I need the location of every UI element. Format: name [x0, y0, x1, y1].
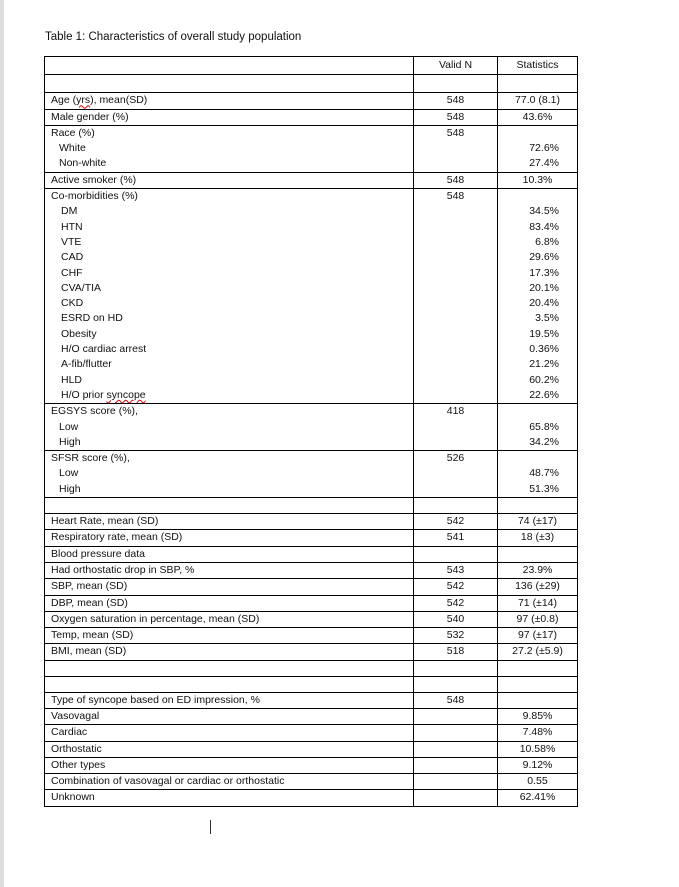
- sub-label: CVA/TIA: [61, 281, 102, 294]
- table-row: [45, 579, 578, 595]
- table-row: [45, 595, 578, 611]
- table-row-group: [45, 189, 578, 404]
- row-label: Heart Rate, mean (SD): [45, 514, 414, 530]
- row-valid-n: 532: [414, 628, 498, 644]
- sub-stat: 20.4%: [529, 297, 559, 310]
- row-stat: 9.85%: [498, 708, 578, 724]
- table-row: [45, 790, 578, 806]
- sub-label: VTE: [61, 235, 82, 248]
- table-row: [45, 725, 578, 741]
- row-label: Temp, mean (SD): [45, 628, 414, 644]
- sub-label: High: [59, 435, 81, 448]
- sub-stat: 34.5%: [529, 205, 559, 218]
- table-row: [45, 530, 578, 546]
- table-row: [45, 644, 578, 660]
- sub-stat: 51.3%: [529, 482, 559, 495]
- row-stat: 77.0 (8.1): [498, 93, 578, 109]
- page-margin-strip: [0, 0, 4, 887]
- row-stat: 18 (±3): [498, 530, 578, 546]
- characteristics-table: [44, 56, 578, 807]
- row-stat: 27.2 (±5.9): [498, 644, 578, 660]
- sub-label: HLD: [61, 373, 83, 386]
- table-title: Table 1: Characteristics of overall study population: [45, 31, 302, 43]
- table-spacer-row: [45, 498, 578, 514]
- row-valid-n: 418: [414, 404, 498, 451]
- row-label: Unknown: [45, 790, 414, 806]
- sub-stat: 17.3%: [529, 266, 559, 279]
- sub-stat: 20.1%: [529, 281, 559, 294]
- sub-stat: 21.2%: [529, 358, 559, 371]
- row-valid-n: [414, 774, 498, 790]
- row-valid-n: [414, 708, 498, 724]
- table-row: [45, 692, 578, 708]
- row-stat: 0.55: [498, 774, 578, 790]
- header-valid-n: Valid N: [414, 57, 498, 75]
- row-label: BMI, mean (SD): [45, 644, 414, 660]
- sub-stat: 60.2%: [529, 373, 559, 386]
- table-row: [45, 93, 578, 109]
- row-stat: 62.41%: [498, 790, 578, 806]
- table-header-row: [45, 57, 578, 75]
- row-label: Other types: [45, 757, 414, 773]
- row-stat: 43.6%: [498, 109, 578, 125]
- sub-label: Non-white: [59, 157, 107, 170]
- row-label: SFSR score (%),: [51, 452, 130, 465]
- row-label: DBP, mean (SD): [45, 595, 414, 611]
- table-row: [45, 611, 578, 627]
- table-row-group: [45, 404, 578, 451]
- row-valid-n: 518: [414, 644, 498, 660]
- row-valid-n: 548: [414, 109, 498, 125]
- sub-stat: 83.4%: [529, 220, 559, 233]
- table-row-group: [45, 451, 578, 498]
- row-label: Respiratory rate, mean (SD): [45, 530, 414, 546]
- row-label: Combination of vasovagal or cardiac or orthostatic: [45, 774, 414, 790]
- row-stat: 97 (±17): [498, 628, 578, 644]
- row-valid-n: 548: [414, 125, 498, 172]
- row-valid-n: [414, 546, 498, 562]
- sub-stat: 3.5%: [535, 312, 559, 325]
- row-label: EGSYS score (%),: [51, 405, 138, 418]
- row-valid-n: 548: [414, 189, 498, 404]
- sub-stat: 72.6%: [529, 142, 559, 155]
- sub-label: A-fib/flutter: [61, 358, 112, 371]
- row-stat: [498, 546, 578, 562]
- row-valid-n: 541: [414, 530, 498, 546]
- table-row: [45, 514, 578, 530]
- sub-stat: 34.2%: [529, 435, 559, 448]
- sub-label: HTN: [61, 220, 83, 233]
- spellcheck-flag[interactable]: yrs: [76, 94, 91, 107]
- row-valid-n: [414, 741, 498, 757]
- table-row-group: [45, 125, 578, 172]
- table-row: [45, 757, 578, 773]
- row-stat: 10.58%: [498, 741, 578, 757]
- sub-stat: 19.5%: [529, 327, 559, 340]
- sub-label: CKD: [61, 297, 84, 310]
- sub-stat: 65.8%: [529, 420, 559, 433]
- row-label: Had orthostatic drop in SBP, %: [45, 562, 414, 578]
- spellcheck-flag[interactable]: syncope: [106, 388, 146, 401]
- row-valid-n: 543: [414, 562, 498, 578]
- sub-label: H/O prior syncope: [61, 388, 146, 401]
- table-row: [45, 562, 578, 578]
- header-statistics: Statistics: [498, 57, 578, 75]
- sub-label: H/O cardiac arrest: [61, 343, 147, 356]
- sub-stat: 0.36%: [529, 343, 559, 356]
- row-valid-n: 548: [414, 172, 498, 188]
- row-valid-n: 542: [414, 514, 498, 530]
- row-label: Male gender (%): [45, 109, 414, 125]
- row-label: Age (yrs), mean(SD): [45, 93, 414, 109]
- table-spacer-row: [45, 660, 578, 676]
- row-stat: 9.12%: [498, 757, 578, 773]
- row-stat: 7.48%: [498, 725, 578, 741]
- row-label: Active smoker (%): [45, 172, 414, 188]
- row-label: Race (%): [51, 126, 95, 139]
- row-valid-n: 540: [414, 611, 498, 627]
- row-label: Vasovagal: [45, 708, 414, 724]
- table-row: [45, 628, 578, 644]
- sub-label: White: [59, 142, 86, 155]
- table-spacer-row: [45, 676, 578, 692]
- row-label: Blood pressure data: [45, 546, 414, 562]
- sub-stat: 27.4%: [529, 157, 559, 170]
- sub-stat: 29.6%: [529, 251, 559, 264]
- row-valid-n: 526: [414, 451, 498, 498]
- sub-label: ESRD on HD: [61, 312, 123, 325]
- row-label: Oxygen saturation in percentage, mean (SD): [45, 611, 414, 627]
- sub-stat: 22.6%: [529, 388, 559, 401]
- row-valid-n: [414, 757, 498, 773]
- text-cursor: [210, 820, 211, 834]
- row-stat: 136 (±29): [498, 579, 578, 595]
- sub-label: CHF: [61, 266, 83, 279]
- row-label: Co-morbidities (%): [51, 190, 138, 203]
- table-row: [45, 546, 578, 562]
- row-stat: 10.3%: [498, 172, 578, 188]
- table-spacer-row: [45, 75, 578, 93]
- table-row: [45, 774, 578, 790]
- row-label: Orthostatic: [45, 741, 414, 757]
- row-stat: 23.9%: [498, 562, 578, 578]
- row-label: Cardiac: [45, 725, 414, 741]
- table-row: [45, 109, 578, 125]
- row-valid-n: 542: [414, 579, 498, 595]
- sub-label: Obesity: [61, 327, 97, 340]
- table-row: [45, 172, 578, 188]
- row-stat: 74 (±17): [498, 514, 578, 530]
- row-label: Type of syncope based on ED impression, %: [45, 692, 414, 708]
- sub-stat: 6.8%: [535, 235, 559, 248]
- row-stat: 97 (±0.8): [498, 611, 578, 627]
- row-valid-n: 542: [414, 595, 498, 611]
- row-valid-n: 548: [414, 93, 498, 109]
- row-valid-n: 548: [414, 692, 498, 708]
- table-row: [45, 741, 578, 757]
- row-label: SBP, mean (SD): [45, 579, 414, 595]
- sub-label: High: [59, 482, 81, 495]
- row-valid-n: [414, 725, 498, 741]
- sub-label: Low: [59, 467, 79, 480]
- sub-label: CAD: [61, 251, 84, 264]
- sub-label: Low: [59, 420, 79, 433]
- row-valid-n: [414, 790, 498, 806]
- sub-stat: 48.7%: [529, 467, 559, 480]
- table-row: [45, 708, 578, 724]
- row-stat: [498, 692, 578, 708]
- header-blank: [45, 57, 414, 75]
- sub-label: DM: [61, 205, 78, 218]
- row-stat: 71 (±14): [498, 595, 578, 611]
